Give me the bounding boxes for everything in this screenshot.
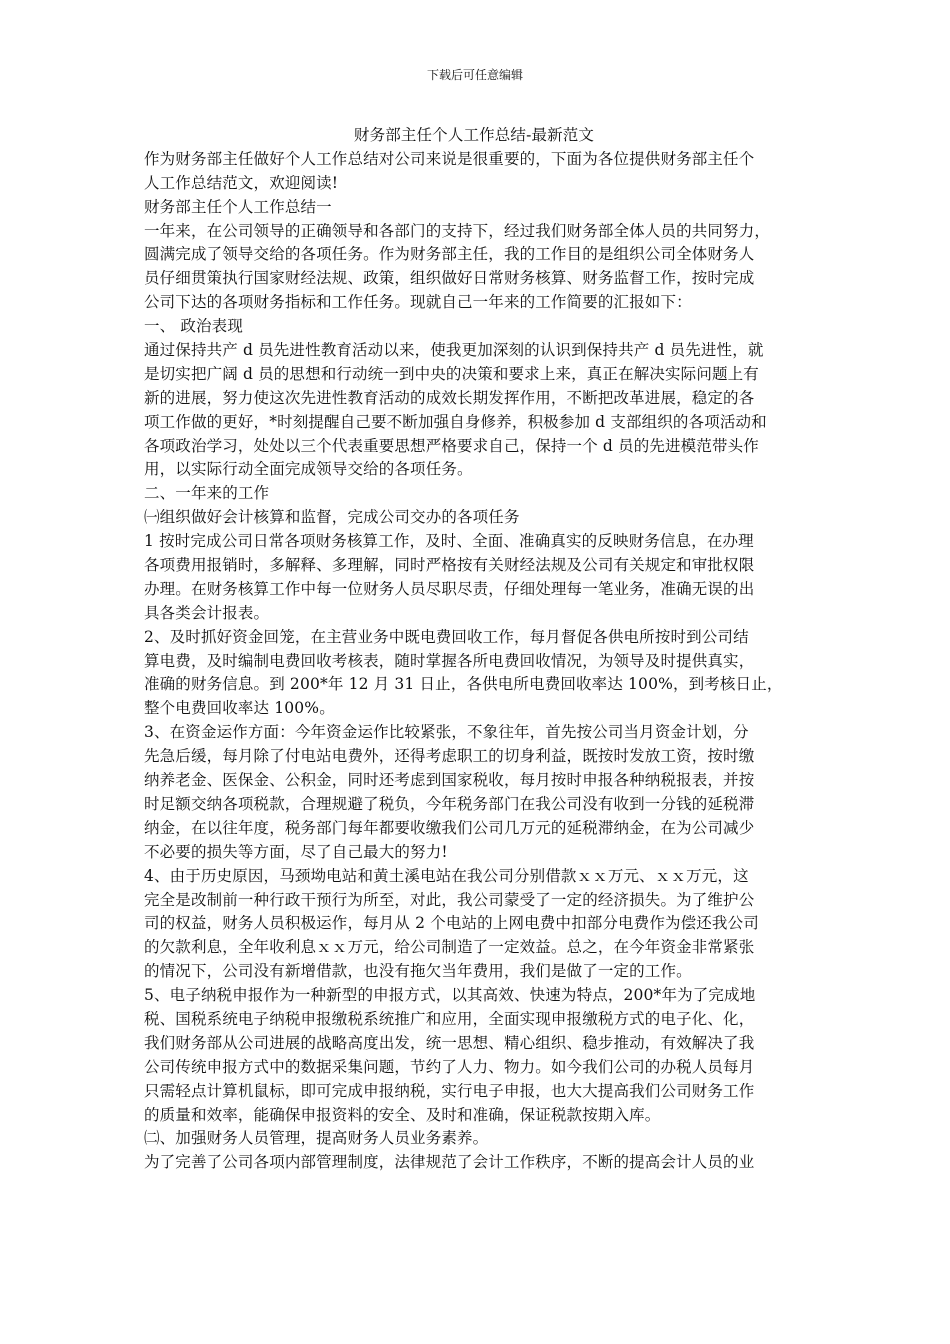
text-line: 人工作总结范文，欢迎阅读! [144,173,339,192]
text-line: 为了完善了公司各项内部管理制度，法律规范了会计工作秩序，不断的提高会计人员的业 [144,1153,755,1172]
text-line: 2、及时抓好资金回笼，在主营业务中既电费回收工作，每月督促各供电所按时到公司结 [144,627,749,646]
document-title: 财务部主任个人工作总结-最新范文 [353,126,595,144]
text-line: 新的进展，努力使这次先进性教育活动的成效长期发挥作用，不断把改革进展，稳定的各 [144,388,755,407]
text-line: 不必要的损失等方面，尽了自己最大的努力! [144,842,448,861]
text-line: ㈠组织做好会计核算和监督，完成公司交办的各项任务 [144,508,520,527]
text-line: 财务部主任个人工作总结一 [144,197,332,216]
page-header: 下载后可任意编辑 [426,68,523,82]
text-line: 员仔细贯策执行国家财经法规、政策，组织做好日常财务核算、财务监督工作，按时完成 [144,269,755,288]
text-line: 一年来，在公司领导的正确领导和各部门的支持下，经过我们财务部全体人员的共同努力， [144,221,771,240]
text-line: 只需轻点计算机鼠标，即可完成申报纳税，实行电子申报，也大大提高我们公司财务工作 [144,1081,755,1100]
text-line: 的欠款利息，全年收利息ｘｘ万元，给公司制造了一定效益。总之，在今年资金非常紧张 [144,938,755,957]
text-line: 4、由于历史原因，马颈坳电站和黄土溪电站在我公司分别借款ｘｘ万元、ｘｘ万元，这 [144,866,749,885]
text-line: 二、一年来的工作 [144,484,270,503]
text-line: 公司传统申报方式中的数据采集问题，节约了人力、物力。如今我们公司的办税人员每月 [144,1057,755,1076]
text-line: ㈡、加强财务人员管理，提高财务人员业务素养。 [144,1129,489,1148]
text-line: 税、国税系统电子纳税申报缴税系统推广和应用，全面实现申报缴税方式的电子化、化， [144,1009,755,1028]
text-line: 我们财务部从公司进展的战略高度出发，统一思想、精心组织、稳步推动，有效解决了我 [144,1033,755,1052]
text-line: 司的权益，财务人员积极运作，每月从 2 个电站的上网电费中扣部分电费作为偿还我公司 [144,914,759,933]
text-line: 各项费用报销时，多解释、多理解，同时严格按有关财经法规及公司有关规定和审批权限 [144,556,755,575]
document-body [144,124,824,1175]
text-line: 的质量和效率，能确保申报资料的安全、及时和准确，保证税款按期入库。 [144,1105,661,1124]
text-line: 时足额交纳各项税款，合理规避了税负，今年税务部门在我公司没有收到一分钱的延税滞 [144,794,755,813]
text-line: 办理。在财务核算工作中每一位财务人员尽职尽责，仔细处理每一笔业务，准确无误的出 [144,579,755,598]
text-line: 各项政治学习，处处以三个代表重要思想严格要求自己，保持一个 d 员的先进模范带头作 [144,436,759,455]
text-line: 圆满完成了领导交给的各项任务。作为财务部主任，我的工作目的是组织公司全体财务人 [144,245,755,264]
text-line: 用，以实际行动全面完成领导交给的各项任务。 [144,460,473,479]
text-line: 是切实把广阔 d 员的思想和行动统一到中央的决策和要求上来，真正在解决实际问题上有 [144,364,759,383]
text-line: 先急后缓，每月除了付电站电费外，还得考虑职工的切身利益，既按时发放工资，按时缴 [144,747,755,766]
text-line: 纳养老金、医保金、公积金，同时还考虑到国家税收，每月按时申报各种纳税报表，并按 [144,771,755,790]
text-line: 准确的财务信息。到 200*年 12 月 31 日止，各供电所电费回收率达 100%，到考核日止， [144,675,783,694]
text-line: 整个电费回收率达 100%。 [144,699,335,718]
text-line: 3、在资金运作方面：今年资金运作比较紧张，不象往年，首先按公司当月资金计划，分 [144,723,749,742]
text-line: 通过保持共产 d 员先进性教育活动以来，使我更加深刻的认识到保持共产 d 员先进性，就 [144,341,764,360]
text-line: 项工作做的更好，*时刻提醒自己要不断加强自身修养，积极参加 d 支部组织的各项活动和 [144,412,767,431]
text-line: 算电费，及时编制电费回收考核表，随时掌握各所电费回收情况，为领导及时提供真实， [144,651,755,670]
text-line: 完全是改制前一种行政干预行为所至，对此，我公司蒙受了一定的经济损失。为了维护公 [144,890,755,909]
text-line: 的情况下，公司没有新增借款，也没有拖欠当年费用，我们是做了一定的工作。 [144,962,692,981]
text-line: 作为财务部主任做好个人工作总结对公司来说是很重要的，下面为各位提供财务部主任个 [144,149,755,168]
text-line: 一、 政治表现 [144,317,243,336]
text-line: 具各类会计报表。 [144,603,270,622]
text-line: 5、电子纳税申报作为一种新型的申报方式，以其高效、快速为特点，200*年为了完成地 [144,986,756,1005]
text-line: 1 按时完成公司日常各项财务核算工作，及时、全面、准确真实的反映财务信息，在办理 [144,532,754,551]
text-line: 公司下达的各项财务指标和工作任务。现就自己一年来的工作简要的汇报如下： [144,293,692,312]
text-line: 纳金，在以往年度，税务部门每年都要收缴我们公司几万元的延税滞纳金，在为公司减少 [144,818,755,837]
